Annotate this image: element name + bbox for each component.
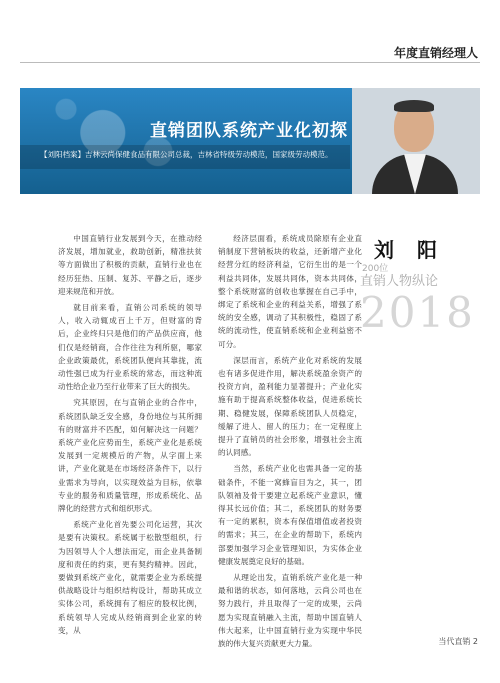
paragraph: 就目前来看，直销公司系统的领导人，收入动辄成百上千万，但财富的背后，企业终归只是他们的产品供应商，他们仅是经销商，合作往往为利所驱，哪家企业政策最优，系统团队便向其靠拢，流动性强已成为行业系统的常态，而这种流动性给企业乃至行业带来了巨大的损失。 bbox=[58, 303, 202, 392]
paragraph: 中国直销行业发展到今天，在推动经济发展，增加就业，救助创新，精准扶贫等方面做出了积极的贡献，直销行业也在经历狂热、压制、复苏、平静之后，逐步迎来规范和开放。 bbox=[58, 234, 202, 296]
header-divider bbox=[20, 62, 480, 63]
left-column bbox=[58, 232, 202, 653]
article-body bbox=[58, 232, 362, 653]
paragraph: 深层而言，系统产业化对系统的发展也有诸多促进作用，解决系统盈余资产的投资方向，盈利能力显著提升；产业化实施有助于提高系统整体收益，促进系统长期、稳健发展，保障系统团队人员稳定，缓解了进人、留人的压力；在一定程度上提升了直销员的社会形象，增强社会主流的认同感。 bbox=[218, 355, 362, 458]
section-label: 年度直销经理人 bbox=[393, 46, 478, 60]
right-column bbox=[218, 232, 362, 653]
paragraph: 系统产业化首先要公司化运营，其次是要有决策权。系统属于松散型组织，行为因领导人个人想法而定，而企业具备制度和责任的约束，更有契约精神。因此，要做到系统产业化，就需要企业为系统提供战略设计与组织结构设计，帮助其成立实体公司，系统拥有了相应的股权比例，系统领导人完成从经销商到企业家的转变，从 bbox=[58, 520, 202, 635]
author-name: 刘 阳 bbox=[374, 238, 445, 262]
author-portrait bbox=[352, 88, 480, 194]
paragraph: 当然，系统产业化也需具备一定的基础条件，不能一窝蜂盲目为之，其一，团队领袖及骨干要建立起系统产业意识，懂得其长远价值；其二，系统团队的财务要有一定的累积，资本有保值增值或者投资的需求；其三，在企业的帮助下，系统内部要加强学习企业管理知识，为实体企业健康发展奠定良好的基础。 bbox=[218, 464, 362, 566]
paragraph: 从理论出发，直销系统产业化是一种最和谐的状态，如何落地，云尚公司也在努力践行，并且取得了一定的成果，云尚愿为实现直销融入主流，帮助中国直销人伟大起来，让中国直销行业为实现中华民族的伟大复兴贡献更大力量。 bbox=[218, 573, 362, 649]
portrait-hair bbox=[394, 100, 434, 112]
series-count: 200位 bbox=[362, 264, 389, 274]
article-title: 直销团队系统产业化初探 bbox=[150, 121, 348, 141]
series-year: 2018 bbox=[360, 288, 475, 337]
series-title: 直销人物纵论 bbox=[360, 274, 439, 289]
paragraph: 经济层面看，系统成员除原有企业直销制度下营销板块的收益，还新增产业化经营分红的经济利益，它衍生出的是一个利益共同体，发展共同体，资本共同体，整个系统财富的创收也掌握在自己手中，绑定了系统和企业的利益关系，增强了系统的安全感，调动了其积极性，稳固了系统的流动性，使直销系统和企业利益密不可分。 bbox=[218, 234, 362, 349]
author-profile-caption: 【刘阳档案】吉林云尚保健食品有限公司总裁，吉林省特级劳动模范，国家级劳动模范。 bbox=[40, 150, 333, 159]
paragraph: 究其原因，在与直销企业的合作中，系统团队缺乏安全感，身份地位与其所拥有的财富并不匹配，如何解决这一问题？系统产业化应势而生，系统产业化是系统发展到一定规模后的产物，从字面上来讲，产业化就是在市场经济条件下，以行业需求为导向，以实现效益为目标，依靠专业的服务和质量管理，形成系统化、品牌化的经营方式和组织形式。 bbox=[58, 398, 202, 514]
page-footer: 当代直销 2 bbox=[438, 637, 478, 646]
